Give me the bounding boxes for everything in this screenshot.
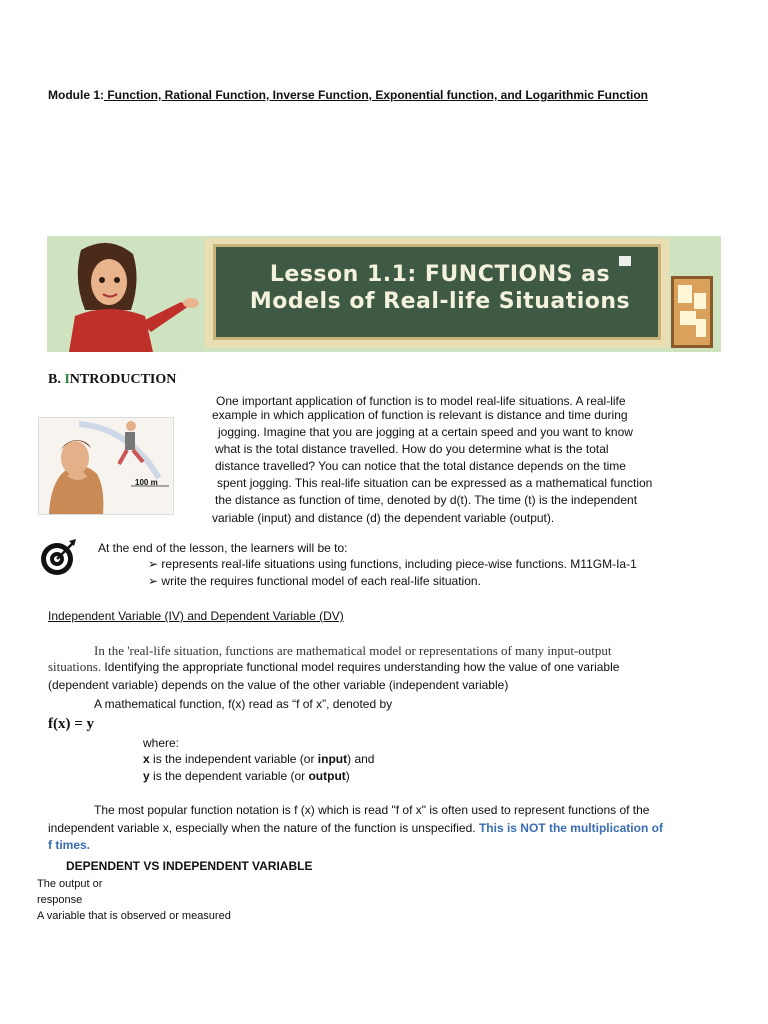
notation-text: independent variable x, especially when the nature of the function is unspecified. xyxy=(48,821,476,835)
y-def-end: ) xyxy=(345,769,350,783)
bullet-arrow-icon: ➢ xyxy=(148,557,159,571)
bullet-arrow-icon: ➢ xyxy=(148,574,159,588)
intro-heading-letter: B. xyxy=(48,372,61,387)
module-title xyxy=(48,88,648,102)
paragraph-line: In the 'real-life situation, functions are mathematical model or representations of many input-output xyxy=(94,643,612,658)
dependent-vs-independent-heading: DEPENDENT VS INDEPENDENT VARIABLE xyxy=(66,859,313,873)
chalkboard xyxy=(213,244,661,340)
y-symbol: y xyxy=(143,769,150,783)
objective-text: represents real-life situations using functions, including piece-wise functions. M11GM-Ia-1 xyxy=(161,557,637,571)
notation-line: The most popular function notation is f (x) which is read "f of x" is often used to represent functions of the xyxy=(94,803,650,817)
intro-line: variable (input) and distance (d) the dependent variable (output). xyxy=(212,511,555,525)
y-def-text: is the dependent variable (or xyxy=(149,769,309,783)
x-def-text: is the independent variable (or xyxy=(149,752,318,766)
objectives-lead: At the end of the lesson, the learners will be to: xyxy=(98,541,348,555)
banner-line-1: Lesson 1.1: FUNCTIONS as xyxy=(269,262,611,287)
teacher-illustration xyxy=(61,240,211,352)
intro-line: jogging. Imagine that you are jogging at a certain speed and you want to know xyxy=(218,425,633,439)
jogger-icon xyxy=(39,418,173,514)
x-definition xyxy=(143,752,374,766)
intro-heading xyxy=(48,372,176,388)
banner-line-2: Models of Real-life Situations xyxy=(249,289,631,314)
x-def-input: input xyxy=(317,752,348,766)
y-def-output: output xyxy=(308,769,346,783)
section-title: Independent Variable (IV) and Dependent Variable (DV) xyxy=(48,609,344,623)
dependent-desc-line: A variable that is observed or measured xyxy=(37,910,231,922)
intro-heading-initial: I xyxy=(64,372,70,387)
intro-heading-rest: NTRODUCTION xyxy=(69,372,177,387)
objective-item xyxy=(148,574,481,588)
intro-line: what is the total distance travelled. How do you determine what is the total xyxy=(215,442,609,456)
notation-emphasis-line: f times. xyxy=(48,838,91,852)
x-symbol: x xyxy=(143,752,150,766)
jogging-illustration xyxy=(38,417,174,515)
module-topics: Function, Rational Function, Inverse Function, Exponential function, and Logarithmic Function xyxy=(104,88,648,102)
objective-item xyxy=(148,557,637,571)
lesson-banner xyxy=(47,236,721,352)
intro-line: One important application of function is to model real-life situations. A real-life xyxy=(216,394,626,408)
math-function-line: A mathematical function, f(x) read as “f of x”, denoted by xyxy=(94,697,393,711)
paragraph-serif-fragment: situations. xyxy=(48,659,102,674)
paragraph-fragment: Identifying the appropriate functional model requires understanding how the value of one variable xyxy=(101,660,620,674)
intro-line: example in which application of function is relevant is distance and time during xyxy=(212,408,628,422)
intro-line: spent jogging. This real-life situation can be expressed as a mathematical function xyxy=(217,476,653,490)
function-formula: f(x) = y xyxy=(48,716,95,732)
banner-title xyxy=(216,261,664,315)
intro-line: distance travelled? You can notice that the total distance depends on the time xyxy=(215,459,626,473)
dependent-desc-line: The output or xyxy=(37,878,103,890)
paragraph-line xyxy=(48,659,619,675)
where-label: where: xyxy=(143,736,180,750)
board-eraser xyxy=(619,256,631,266)
notation-emphasis: This is NOT the multiplication of xyxy=(475,821,663,835)
objective-text: write the requires functional model of each real-life situation. xyxy=(161,574,481,588)
intro-line: the distance as function of time, denoted by d(t). The time (t) is the independent xyxy=(215,493,638,507)
notation-line xyxy=(48,821,663,835)
y-definition xyxy=(143,769,350,783)
target-icon xyxy=(38,537,78,577)
distance-label: 100 m xyxy=(135,478,158,487)
paragraph-line: (dependent variable) depends on the value of the other variable (independent variable) xyxy=(48,678,509,692)
corkboard xyxy=(671,276,713,348)
x-def-end: ) and xyxy=(347,752,375,766)
module-label: Module 1: xyxy=(48,88,104,102)
dependent-desc-line: response xyxy=(37,894,83,906)
